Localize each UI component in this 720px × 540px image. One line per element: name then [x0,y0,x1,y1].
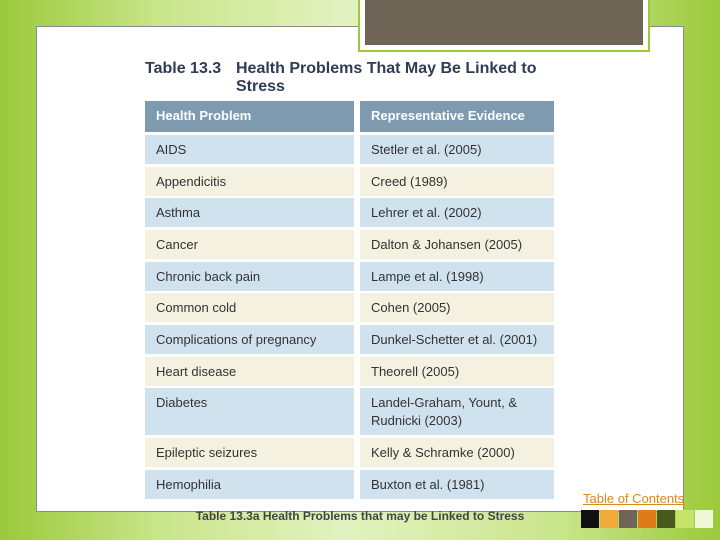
evidence-cell: Dunkel-Schetter et al. (2001) [360,325,554,354]
evidence-cell: Stetler et al. (2005) [360,135,554,164]
color-swatch [581,510,599,528]
health-problem-cell: Hemophilia [145,470,354,499]
slide-caption: Table 13.3a Health Problems that may be Linked to Stress [195,509,525,523]
table-row [145,325,554,354]
table-row [145,357,554,386]
header-representative-evidence: Representative Evidence [360,101,554,132]
table-row [145,438,554,467]
table-row [145,262,554,291]
table-header-row [145,101,554,132]
color-swatch [657,510,675,528]
table-of-contents-link[interactable]: Table of Contents [583,491,685,506]
evidence-cell: Lehrer et al. (2002) [360,198,554,227]
color-swatch [619,510,637,528]
decorative-header-box [358,0,650,52]
table-title-text: Health Problems That May Be Linked to Stress [236,60,537,95]
health-problem-cell: Appendicitis [145,167,354,196]
table-row [145,230,554,259]
table-row [145,135,554,164]
evidence-cell: Cohen (2005) [360,293,554,322]
evidence-cell: Dalton & Johansen (2005) [360,230,554,259]
health-problem-cell: AIDS [145,135,354,164]
health-problem-cell: Heart disease [145,357,354,386]
health-problem-cell: Chronic back pain [145,262,354,291]
table-row [145,470,554,499]
evidence-cell: Creed (1989) [360,167,554,196]
color-swatch [638,510,656,528]
color-swatch [695,510,713,528]
evidence-cell: Buxton et al. (1981) [360,470,554,499]
header-health-problem: Health Problem [145,101,354,132]
evidence-cell: Landel-Graham, Yount, & Rudnicki (2003) [360,388,554,435]
health-problem-cell: Epileptic seizures [145,438,354,467]
health-problem-cell: Cancer [145,230,354,259]
color-swatch [676,510,694,528]
evidence-cell: Lampe et al. (1998) [360,262,554,291]
table-number: Table 13.3 [145,60,222,77]
evidence-cell: Kelly & Schramke (2000) [360,438,554,467]
table-row [145,167,554,196]
evidence-cell: Theorell (2005) [360,357,554,386]
table-row [145,293,554,322]
health-problem-cell: Asthma [145,198,354,227]
color-swatch [600,510,618,528]
table-row [145,198,554,227]
health-problem-cell: Complications of pregnancy [145,325,354,354]
decorative-header-fill [365,0,643,45]
table-row [145,388,554,435]
health-problem-cell: Common cold [145,293,354,322]
health-problem-cell: Diabetes [145,388,354,435]
